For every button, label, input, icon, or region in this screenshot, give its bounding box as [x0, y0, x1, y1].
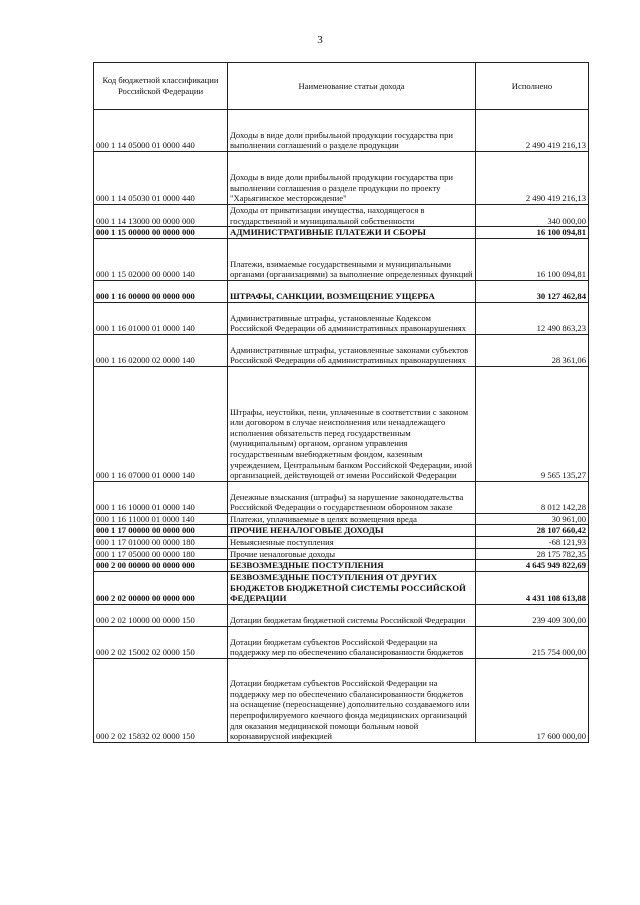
- row-name: БЕЗВОЗМЕЗДНЫЕ ПОСТУПЛЕНИЯ: [228, 560, 476, 572]
- table-row: [94, 366, 589, 481]
- row-amount: 2 490 419 216,13: [476, 152, 589, 205]
- table-row: [94, 302, 589, 334]
- header-name: Наименование статьи дохода: [228, 63, 476, 110]
- table-row: [94, 548, 589, 560]
- table-row: [94, 205, 589, 227]
- table-row: [94, 536, 589, 548]
- row-name: Административные штрафы, установленные Кодексом Российской Федерации об административных правонарушениях: [228, 302, 476, 334]
- row-name: Платежи, уплачиваемые в целях возмещения вреда: [228, 513, 476, 525]
- row-name: Доходы от приватизации имущества, находящегося в государственной и муниципальной собственности: [228, 205, 476, 227]
- header-code: Код бюджетной классификации Российской Федерации: [94, 63, 228, 110]
- table-row: [94, 525, 589, 537]
- table-row: [94, 481, 589, 513]
- row-code: 000 1 14 05000 01 0000 440: [94, 110, 228, 152]
- header-amount: Исполнено: [476, 63, 589, 110]
- row-name: АДМИНИСТРАТИВНЫЕ ПЛАТЕЖИ И СБОРЫ: [228, 227, 476, 239]
- row-code: 000 2 00 00000 00 0000 000: [94, 560, 228, 572]
- row-amount: 28 361,06: [476, 334, 589, 366]
- table-row: [94, 571, 589, 604]
- table-row: [94, 658, 589, 742]
- table-row: [94, 604, 589, 626]
- table-row: [94, 238, 589, 280]
- table-row: [94, 280, 589, 302]
- row-name: Платежи, взимаемые государственными и муниципальными органами (организациями) за выполнение определенных функций: [228, 238, 476, 280]
- row-code: 000 1 16 07000 01 0000 140: [94, 366, 228, 481]
- page-number: 3: [317, 34, 323, 46]
- row-amount: 12 490 863,23: [476, 302, 589, 334]
- row-amount: 4 431 108 613,88: [476, 571, 589, 604]
- row-name: ПРОЧИЕ НЕНАЛОГОВЫЕ ДОХОДЫ: [228, 525, 476, 537]
- row-amount: 16 100 094,81: [476, 227, 589, 239]
- table-row: [94, 334, 589, 366]
- row-code: 000 1 16 02000 02 0000 140: [94, 334, 228, 366]
- row-name: Денежные взыскания (штрафы) за нарушение законодательства Российской Федерации о государственном оборонном заказе: [228, 481, 476, 513]
- row-name: Доходы в виде доли прибыльной продукции государства при выполнении соглашений о разделе продукции: [228, 110, 476, 152]
- row-code: 000 1 14 05030 01 0000 440: [94, 152, 228, 205]
- row-code: 000 1 15 02000 00 0000 140: [94, 238, 228, 280]
- row-amount: 340 000,00: [476, 205, 589, 227]
- row-name: Административные штрафы, установленные законами субъектов Российской Федерации об административных правонарушениях: [228, 334, 476, 366]
- row-amount: 30 127 462,84: [476, 280, 589, 302]
- row-code: 000 1 17 05000 00 0000 180: [94, 548, 228, 560]
- row-code: 000 2 02 15002 02 0000 150: [94, 626, 228, 658]
- table-body: [94, 110, 589, 743]
- row-amount: 16 100 094,81: [476, 238, 589, 280]
- row-code: 000 1 16 01000 01 0000 140: [94, 302, 228, 334]
- row-name: ШТРАФЫ, САНКЦИИ, ВОЗМЕЩЕНИЕ УЩЕРБА: [228, 280, 476, 302]
- row-name: Дотации бюджетам субъектов Российской Федерации на поддержку мер по обеспечению сбалансированности бюджетов: [228, 626, 476, 658]
- row-name: БЕЗВОЗМЕЗДНЫЕ ПОСТУПЛЕНИЯ ОТ ДРУГИХ БЮДЖЕТОВ БЮДЖЕТНОЙ СИСТЕМЫ РОССИЙСКОЙ ФЕДЕРАЦИИ: [228, 571, 476, 604]
- row-amount: -68 121,93: [476, 536, 589, 548]
- row-amount: 4 645 949 822,69: [476, 560, 589, 572]
- row-code: 000 1 16 10000 01 0000 140: [94, 481, 228, 513]
- row-code: 000 2 02 00000 00 0000 000: [94, 571, 228, 604]
- row-name: Доходы в виде доли прибыльной продукции государства при выполнении соглашения о разделе продукции по проекту "Харьягинское месторождение": [228, 152, 476, 205]
- row-amount: 9 565 135,27: [476, 366, 589, 481]
- table-header-row: [94, 63, 589, 110]
- table-row: [94, 513, 589, 525]
- row-code: 000 1 16 00000 00 0000 000: [94, 280, 228, 302]
- row-name: Невыясненные поступления: [228, 536, 476, 548]
- row-name: Дотации бюджетам субъектов Российской Федерации на поддержку мер по обеспечению сбалансированности бюджетов на оснащение (переоснащение) дополнительно создаваемого или перепрофилируемого коечного фонда медицинских организаций для оказания медицинской помощи больным новой коронавирусной инфекцией: [228, 658, 476, 742]
- table-row: [94, 227, 589, 239]
- row-name: Прочие неналоговые доходы: [228, 548, 476, 560]
- row-amount: 215 754 000,00: [476, 626, 589, 658]
- row-amount: 8 012 142,28: [476, 481, 589, 513]
- row-amount: 2 490 419 216,13: [476, 110, 589, 152]
- table-row: [94, 560, 589, 572]
- table-row: [94, 152, 589, 205]
- table-row: [94, 626, 589, 658]
- row-code: 000 1 14 13000 00 0000 000: [94, 205, 228, 227]
- row-amount: 239 409 300,00: [476, 604, 589, 626]
- row-code: 000 2 02 10000 00 0000 150: [94, 604, 228, 626]
- row-name: Штрафы, неустойки, пени, уплаченные в соответствии с законом или договором в случае неисполнения или ненадлежащего исполнения обязательств перед государственным (муниципальным) органом, органом управления государственным внебюджетным фондом, казенным учреждением, Центральным банком Российской Федерации, иной организацией, действующей от имени Российской Федерации: [228, 366, 476, 481]
- row-code: 000 1 15 00000 00 0000 000: [94, 227, 228, 239]
- row-code: 000 1 17 01000 00 0000 180: [94, 536, 228, 548]
- row-code: 000 1 16 11000 01 0000 140: [94, 513, 228, 525]
- row-amount: 17 600 000,00: [476, 658, 589, 742]
- row-amount: 30 961,00: [476, 513, 589, 525]
- table-row: [94, 110, 589, 152]
- row-code: 000 2 02 15832 02 0000 150: [94, 658, 228, 742]
- row-code: 000 1 17 00000 00 0000 000: [94, 525, 228, 537]
- row-name: Дотации бюджетам бюджетной системы Российской Федерации: [228, 604, 476, 626]
- revenue-table: [93, 62, 589, 743]
- row-amount: 28 175 782,35: [476, 548, 589, 560]
- row-amount: 28 107 660,42: [476, 525, 589, 537]
